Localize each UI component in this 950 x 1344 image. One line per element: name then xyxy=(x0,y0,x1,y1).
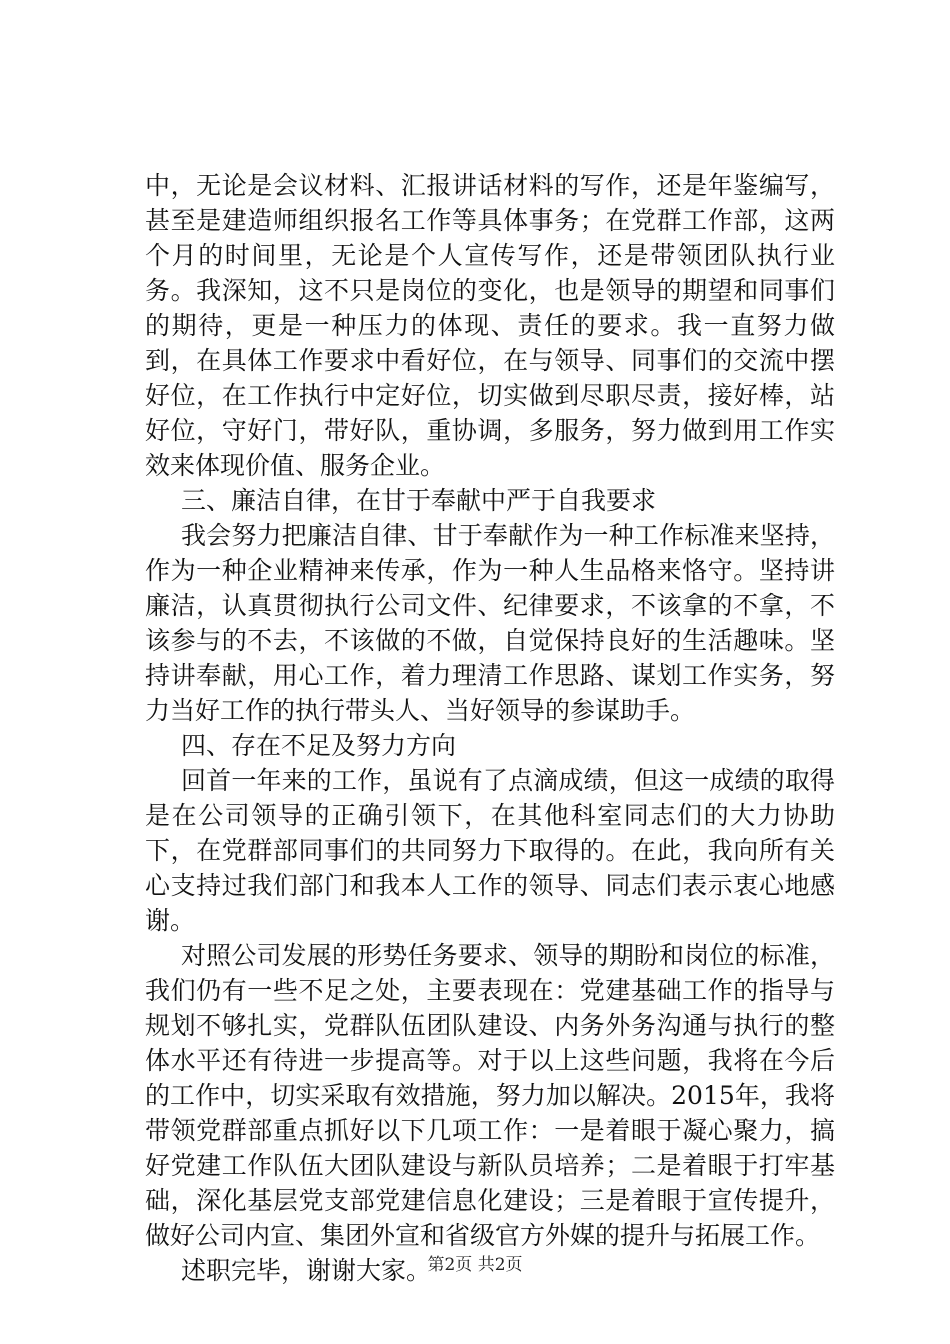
section-heading-3: 三、廉洁自律，在甘于奉献中严于自我要求 xyxy=(181,486,657,515)
paragraph-6: 对照公司发展的形势任务要求、领导的期盼和岗位的标准，我们仍有一些不足之处，主要表现在：党建基础工作的指导与规划不够扎实，党群队伍团队建设、内务外务沟通与执行的整体水平还有待进一步提高等。对于以上这些问题，我将在今后的工作中，切实采取有效措施，努力加以解决。2015年，我将带领党群部重点抓好以下几项工作：一是着眼于凝心聚力，搞好党建工作队伍大团队建设与新队员培养；二是着眼于打牢基础，深化基层党支部党建信息化建设；三是着眼于宣传提升，做好公司内宣、集团外宣和省级官方外媒的提升与拓展工作。 xyxy=(145,941,835,1250)
paragraph-3: 我会努力把廉洁自律、甘于奉献作为一种工作标准来坚持，作为一种企业精神来传承，作为一种人生品格来恪守。坚持讲廉洁，认真贯彻执行公司文件、纪律要求，不该拿的不拿，不该参与的不去，不该做的不做，自觉保持良好的生活趣味。坚持讲奉献，用心工作，着力理清工作思路、谋划工作实务，努力当好工作的执行带头人、当好领导的参谋助手。 xyxy=(145,521,835,725)
page-footer: 第2页 共2页 xyxy=(427,1255,523,1275)
section-heading-4: 四、存在不足及努力方向 xyxy=(181,731,457,760)
closing-line: 述职完毕，谢谢大家。 xyxy=(181,1256,432,1285)
paragraph-5: 回首一年来的工作，虽说有了点滴成绩，但这一成绩的取得是在公司领导的正确引领下，在其他科室同志们的大力协助下，在党群部同事们的共同努力下取得的。在此，我向所有关心支持过我们部门和我本人工作的领导、同志们表示衷心地感谢。 xyxy=(145,766,835,935)
document-body xyxy=(145,168,835,1288)
paragraph-1: 中，无论是会议材料、汇报讲话材料的写作，还是年鉴编写，甚至是建造师组织报名工作等具体事务；在党群工作部，这两个月的时间里，无论是个人宣传写作，还是带领团队执行业务。我深知，这不只是岗位的变化，也是领导的期望和同事们的期待，更是一种压力的体现、责任的要求。我一直努力做到，在具体工作要求中看好位，在与领导、同事们的交流中摆好位，在工作执行中定好位，切实做到尽职尽责，接好棒，站好位，守好门，带好队，重协调，多服务，努力做到用工作实效来体现价值、服务企业。 xyxy=(145,171,835,480)
